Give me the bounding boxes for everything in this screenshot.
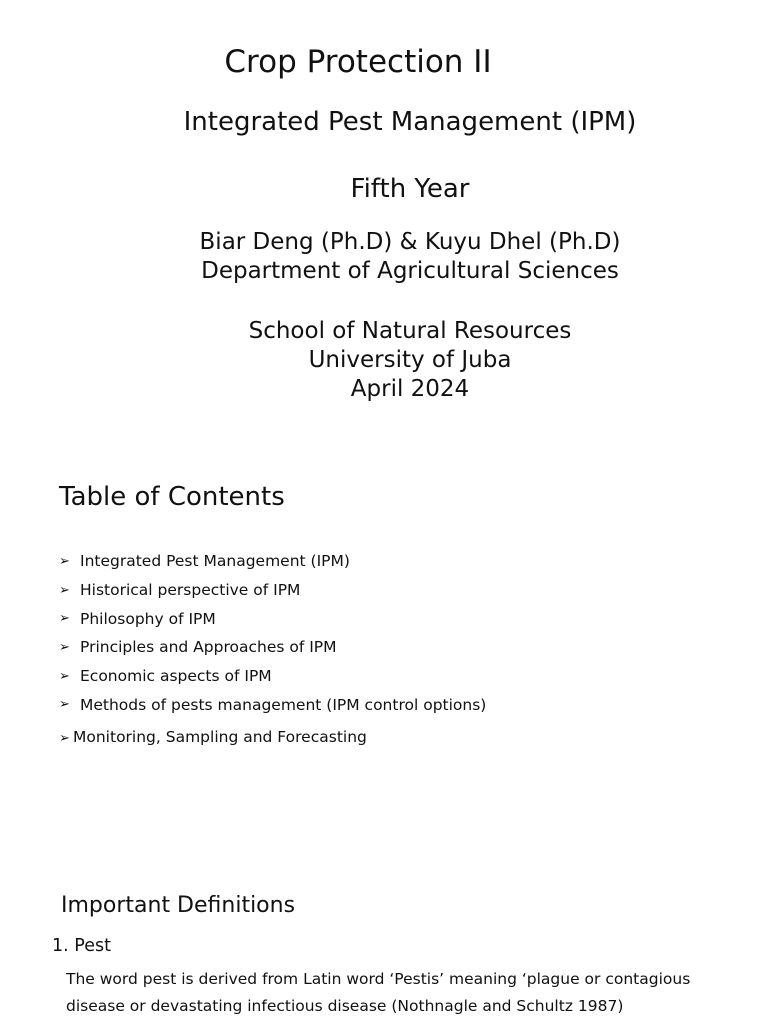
- date-line: April 2024: [350, 376, 470, 402]
- toc-item-label: Economic aspects of IPM: [80, 667, 272, 686]
- toc-item: [59, 633, 486, 662]
- toc-item-last: [59, 725, 367, 751]
- department-line: Department of Agricultural Sciences: [201, 258, 619, 284]
- toc-item: [59, 662, 486, 691]
- arrow-bullet-icon: ➢: [59, 731, 70, 746]
- definitions-heading: Important Definitions: [61, 893, 296, 918]
- toc-item-label: Monitoring, Sampling and Forecasting: [73, 728, 367, 746]
- arrow-bullet-icon: ➢: [59, 611, 70, 627]
- arrow-bullet-icon: ➢: [59, 582, 70, 598]
- course-title: Crop Protection II: [224, 44, 492, 80]
- authors-line: Biar Deng (Ph.D) & Kuyu Dhel (Ph.D): [199, 229, 621, 255]
- year-label: Fifth Year: [350, 174, 470, 204]
- subject-title: Integrated Pest Management (IPM): [183, 107, 637, 137]
- toc-item-label: Principles and Approaches of IPM: [80, 638, 337, 657]
- toc-item: [59, 547, 486, 576]
- toc-item-label: Philosophy of IPM: [80, 609, 216, 628]
- arrow-bullet-icon: ➢: [59, 639, 70, 655]
- toc-item-label: Historical perspective of IPM: [80, 581, 301, 600]
- toc-list: [59, 547, 486, 719]
- toc-item: [59, 604, 486, 633]
- toc-heading: Table of Contents: [59, 482, 285, 512]
- toc-item: [59, 690, 486, 719]
- arrow-bullet-icon: ➢: [59, 553, 70, 569]
- definition-term: 1. Pest: [52, 936, 111, 956]
- toc-item-label: Methods of pests management (IPM control options): [80, 695, 487, 714]
- toc-item-label: Integrated Pest Management (IPM): [80, 552, 350, 571]
- arrow-bullet-icon: ➢: [59, 697, 70, 713]
- definition-text: The word pest is derived from Latin word ‘Pestis’ meaning ‘plague or contagious disease or devastating infectious disease (Nothnagle and Schultz 1987): [66, 970, 691, 1015]
- toc-item: [59, 576, 486, 605]
- university-line: University of Juba: [308, 347, 512, 373]
- school-line: School of Natural Resources: [248, 318, 572, 344]
- arrow-bullet-icon: ➢: [59, 668, 70, 684]
